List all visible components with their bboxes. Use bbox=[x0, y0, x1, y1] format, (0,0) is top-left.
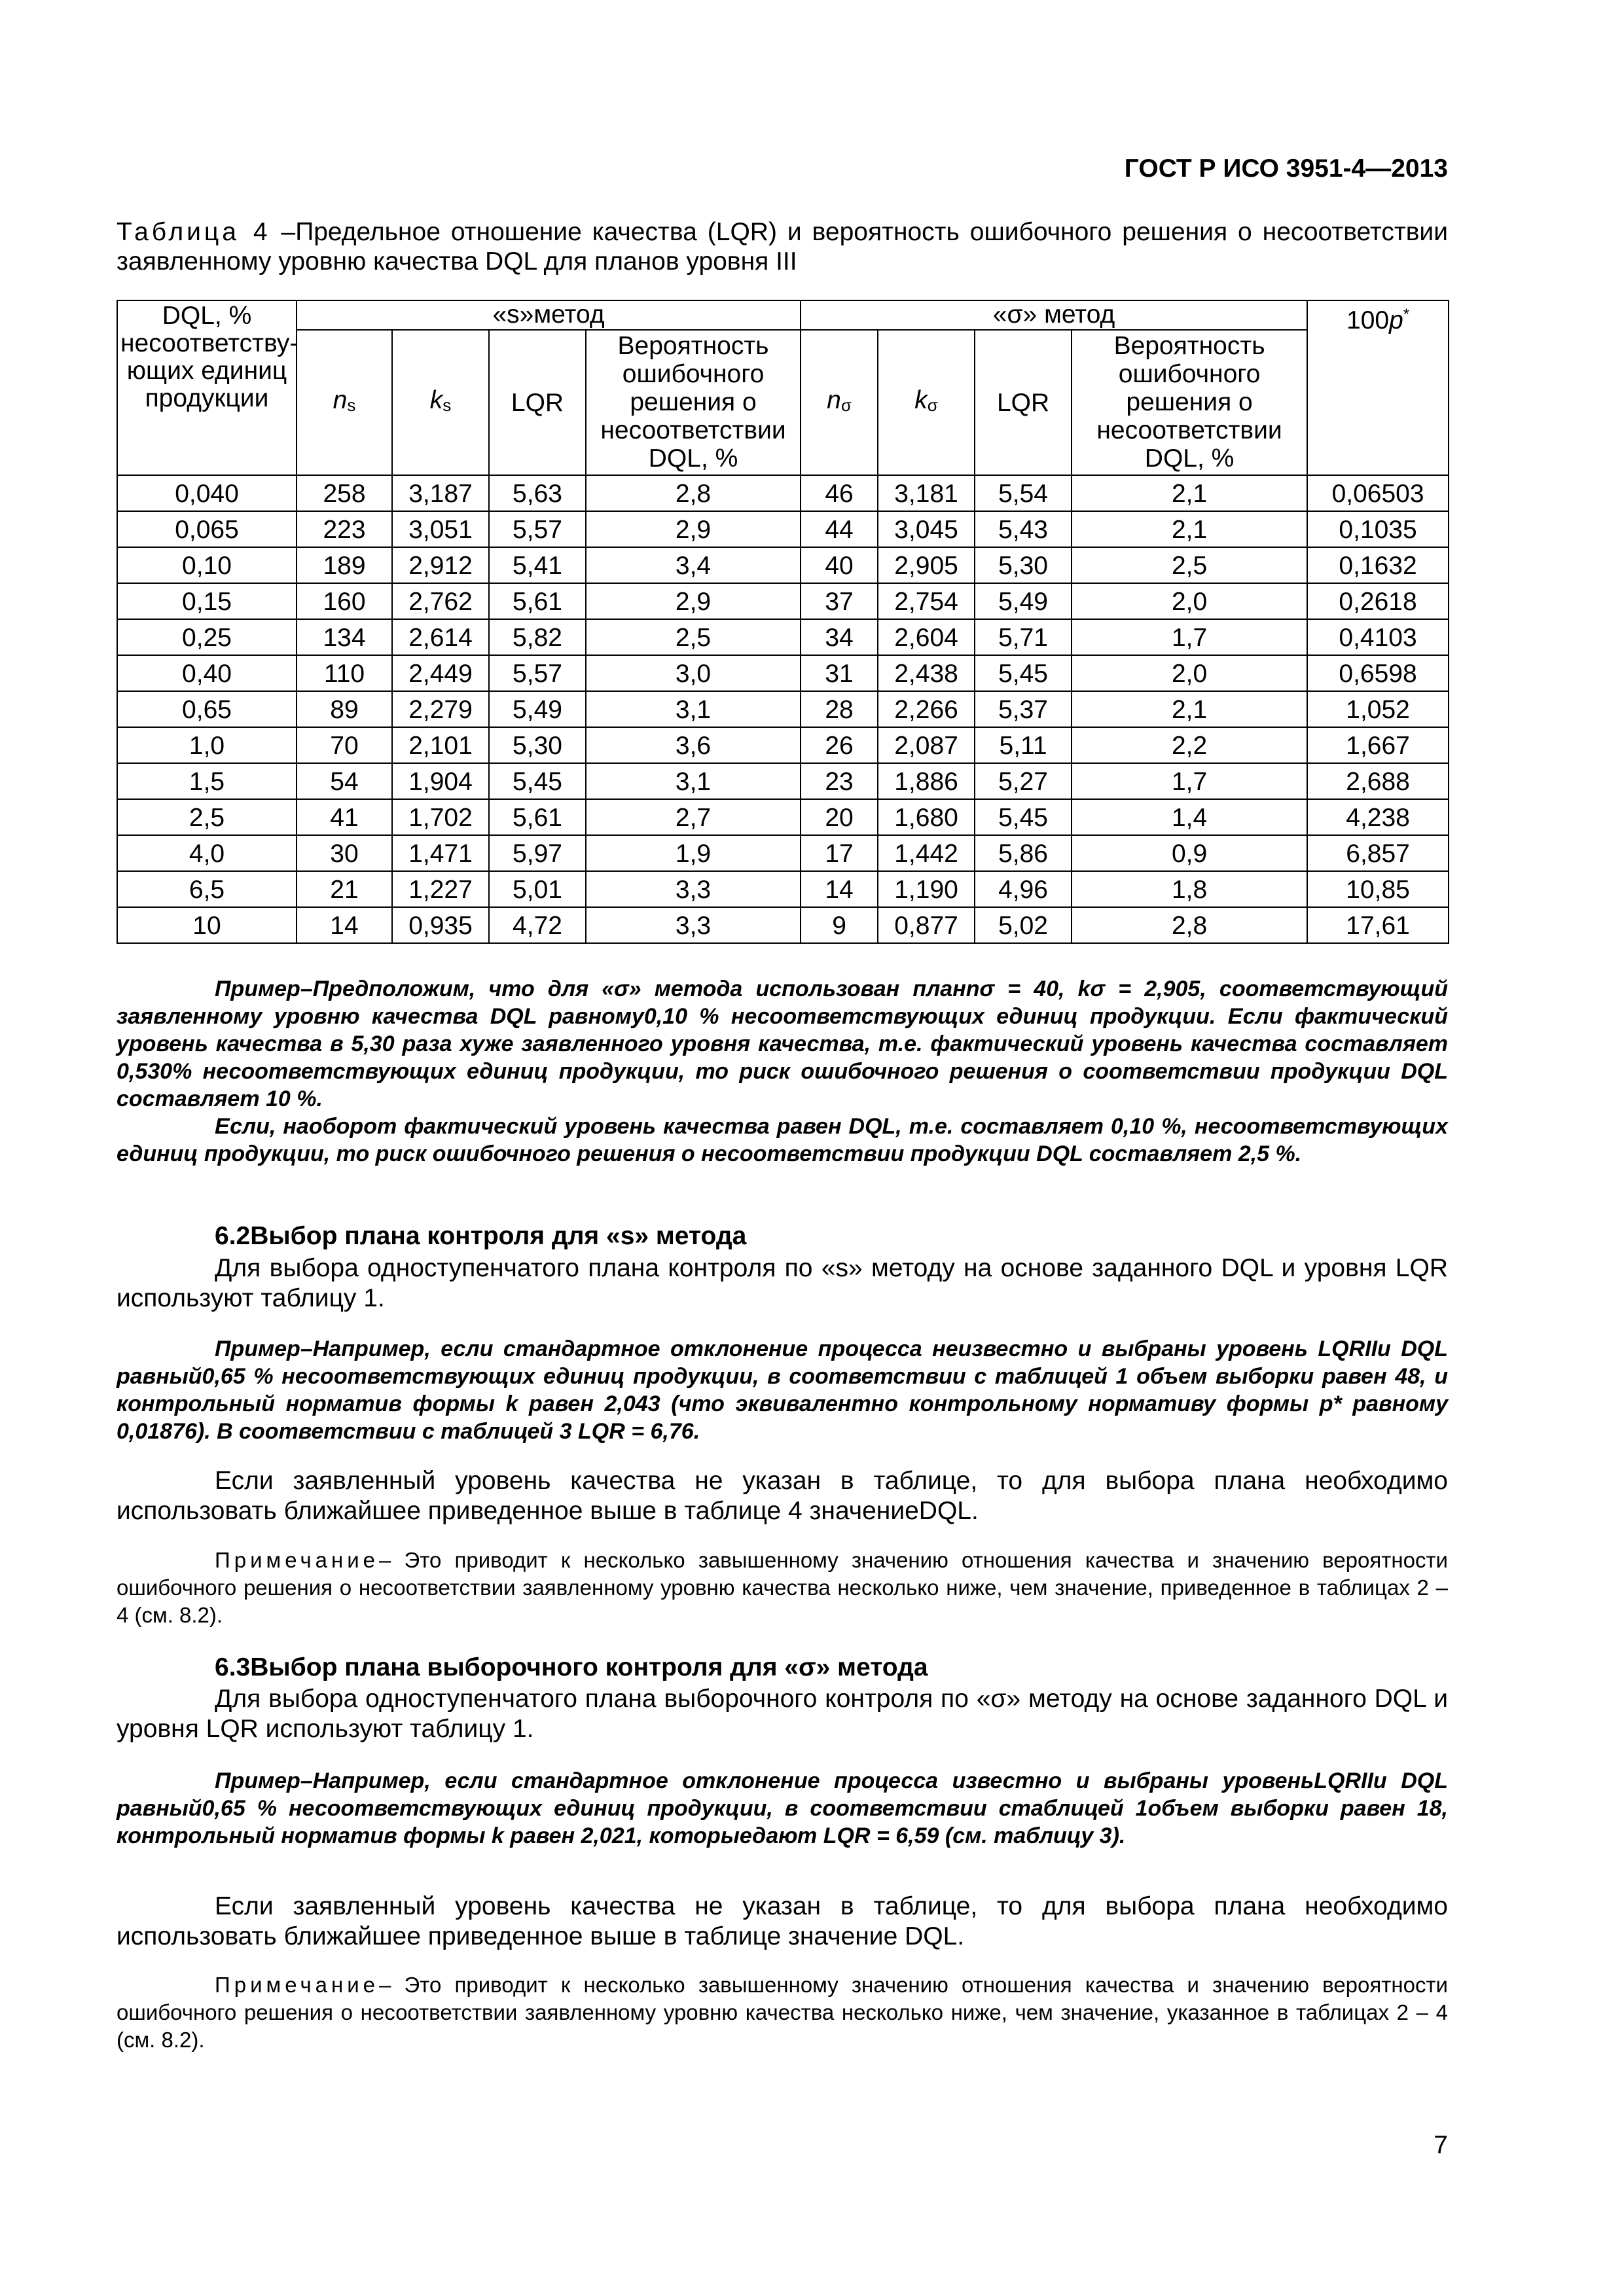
table-cell: 5,43 bbox=[975, 511, 1072, 547]
header-nsigma: nσ bbox=[801, 330, 878, 475]
section-6-3-example: Пример–Например, если стандартное отклонение процесса известно и выбраны уровеньLQRIIи DQL равный0,65 % несоответствующих единиц продукции, в соответствии стаблицей 1объем выборки равен 18, контрольный норматив формы k равен 2,021, которыедают LQR = 6,59 (см. таблицу 3). bbox=[117, 1768, 1448, 1848]
section-6-2-body-2: Если заявленный уровень качества не указан в таблице, то для выбора плана необходимо использовать ближайшее приведенное выше в таблице 4 значениеDQL. bbox=[117, 1467, 1448, 1525]
table-cell: 0,877 bbox=[878, 907, 975, 943]
table-cell: 5,11 bbox=[975, 727, 1072, 763]
table-row bbox=[117, 871, 1449, 907]
table-cell: 5,63 bbox=[489, 475, 586, 511]
header-sigma-method: «σ» метод bbox=[801, 300, 1307, 330]
table-cell: 2,754 bbox=[878, 583, 975, 619]
table-cell: 3,6 bbox=[586, 727, 801, 763]
table-cell: 2,449 bbox=[392, 655, 489, 691]
table-cell: 1,7 bbox=[1072, 763, 1307, 799]
table-cell: 17 bbox=[801, 835, 878, 871]
table-cell: 2,101 bbox=[392, 727, 489, 763]
table-cell: 1,7 bbox=[1072, 619, 1307, 655]
table-cell: 44 bbox=[801, 511, 878, 547]
table-cell: 2,0 bbox=[1072, 655, 1307, 691]
table-cell: 3,4 bbox=[586, 547, 801, 583]
table-cell: 3,3 bbox=[586, 871, 801, 907]
table-cell: 5,61 bbox=[489, 583, 586, 619]
note-label: Примечание bbox=[215, 1548, 380, 1572]
header-ns: ns bbox=[297, 330, 392, 475]
table-cell: 160 bbox=[297, 583, 392, 619]
table-cell: 0,15 bbox=[117, 583, 297, 619]
table-cell: 5,71 bbox=[975, 619, 1072, 655]
header-prob-s: Вероятность ошибочного решения о несоответствии DQL, % bbox=[586, 330, 801, 475]
table-cell: 134 bbox=[297, 619, 392, 655]
table-cell: 1,9 bbox=[586, 835, 801, 871]
table-cell: 5,49 bbox=[975, 583, 1072, 619]
table-row bbox=[117, 691, 1449, 727]
table-cell: 10,85 bbox=[1307, 871, 1449, 907]
table-cell: 5,61 bbox=[489, 799, 586, 835]
table-cell: 0,9 bbox=[1072, 835, 1307, 871]
table-caption-label: Таблица 4 bbox=[117, 218, 271, 246]
example-1-paragraph-1: Пример–Предположим, что для «σ» метода использован планnσ = 40, kσ = 2,905, соответствующий заявленному уровню качества DQL равному0,10 % несоответствующих единиц продукции. Если фактический уровень качества в 5,30 раза хуже заявленного уровня качества, т.е. фактический уровень качества составляет 0,530% несоответствующих единиц продукции, то риск ошибочного решения о соответствии продукции DQL составляет 10 %. bbox=[117, 977, 1448, 1111]
table-cell: 0,40 bbox=[117, 655, 297, 691]
table-cell: 3,181 bbox=[878, 475, 975, 511]
table-caption-text: –Предельное отношение качества (LQR) и вероятность ошибочного решения о несоответствии заявленному уровню качества DQL для планов уровня III bbox=[117, 218, 1448, 276]
table-cell: 17,61 bbox=[1307, 907, 1449, 943]
table-cell: 10 bbox=[117, 907, 297, 943]
header-ksigma: kσ bbox=[878, 330, 975, 475]
table-cell: 5,97 bbox=[489, 835, 586, 871]
table-cell: 5,82 bbox=[489, 619, 586, 655]
table-cell: 0,1035 bbox=[1307, 511, 1449, 547]
note-text: – Это приводит к несколько завышенному значению отношения качества и значению вероятности ошибочного решения о несоответствии заявленному уровню качества несколько ниже, чем значение, приведенное в таблицах 2 – 4 (см. 8.2). bbox=[117, 1548, 1448, 1627]
table-cell: 2,1 bbox=[1072, 511, 1307, 547]
section-6-3-note bbox=[117, 1971, 1448, 2054]
table-cell: 3,051 bbox=[392, 511, 489, 547]
table-cell: 20 bbox=[801, 799, 878, 835]
table-row bbox=[117, 655, 1449, 691]
table-row bbox=[117, 799, 1449, 835]
section-6-3-title: 6.3Выбор плана выборочного контроля для «σ» метода bbox=[215, 1653, 928, 1681]
table-cell: 2,0 bbox=[1072, 583, 1307, 619]
table-row bbox=[117, 763, 1449, 799]
section-6-2-title: 6.2Выбор плана контроля для «s» метода bbox=[215, 1222, 747, 1250]
note-text: – Это приводит к несколько завышенному значению отношения качества и значению вероятности ошибочного решения о несоответствии заявленному уровню качества несколько ниже, чем значение, указанное в таблицах 2 – 4 (см. 8.2). bbox=[117, 1973, 1448, 2052]
table-cell: 70 bbox=[297, 727, 392, 763]
table-cell: 2,2 bbox=[1072, 727, 1307, 763]
section-6-2-body: Для выбора одноступенчатого плана контроля по «s» методу на основе заданного DQL и уровня LQR используют таблицу 1. bbox=[117, 1254, 1448, 1312]
table-cell: 3,1 bbox=[586, 763, 801, 799]
table-cell: 6,857 bbox=[1307, 835, 1449, 871]
table-cell: 46 bbox=[801, 475, 878, 511]
example-block-1 bbox=[117, 975, 1448, 1168]
table-caption bbox=[117, 217, 1448, 276]
table-cell: 2,1 bbox=[1072, 475, 1307, 511]
table-cell: 5,30 bbox=[975, 547, 1072, 583]
table-cell: 5,01 bbox=[489, 871, 586, 907]
table-cell: 26 bbox=[801, 727, 878, 763]
table-cell: 1,702 bbox=[392, 799, 489, 835]
table-cell: 258 bbox=[297, 475, 392, 511]
table-cell: 2,5 bbox=[117, 799, 297, 835]
table-cell: 2,912 bbox=[392, 547, 489, 583]
table-cell: 1,4 bbox=[1072, 799, 1307, 835]
table-cell: 5,45 bbox=[975, 799, 1072, 835]
table-row bbox=[117, 907, 1449, 943]
table-body bbox=[117, 475, 1449, 943]
section-6-2-example: Пример–Например, если стандартное отклонение процесса неизвестно и выбраны уровень LQRIIи DQL равный0,65 % несоответствующих единиц продукции, в соответствии с таблицей 1 объем выборки равен 48, и контрольный норматив формы k равен 2,043 (что эквивалентно контрольному нормативу формы p* равному 0,01876). В соответствии с таблицей 3 LQR = 6,76. bbox=[117, 1336, 1448, 1444]
table-cell: 2,279 bbox=[392, 691, 489, 727]
table-cell: 34 bbox=[801, 619, 878, 655]
table-cell: 2,8 bbox=[586, 475, 801, 511]
table-cell: 1,0 bbox=[117, 727, 297, 763]
section-6-2-note bbox=[117, 1547, 1448, 1629]
table-cell: 23 bbox=[801, 763, 878, 799]
table-cell: 1,052 bbox=[1307, 691, 1449, 727]
table-cell: 1,471 bbox=[392, 835, 489, 871]
table-cell: 54 bbox=[297, 763, 392, 799]
table-cell: 5,45 bbox=[489, 763, 586, 799]
header-prob-sigma: Вероятность ошибочного решения о несоответствии DQL, % bbox=[1072, 330, 1307, 475]
table-cell: 30 bbox=[297, 835, 392, 871]
table-cell: 5,37 bbox=[975, 691, 1072, 727]
table-cell: 14 bbox=[801, 871, 878, 907]
table-cell: 3,1 bbox=[586, 691, 801, 727]
table-cell: 110 bbox=[297, 655, 392, 691]
table-cell: 5,57 bbox=[489, 655, 586, 691]
table-cell: 14 bbox=[297, 907, 392, 943]
table-cell: 4,96 bbox=[975, 871, 1072, 907]
table-row bbox=[117, 547, 1449, 583]
table-cell: 2,8 bbox=[1072, 907, 1307, 943]
lqr-table bbox=[117, 300, 1449, 944]
table-cell: 4,238 bbox=[1307, 799, 1449, 835]
table-cell: 2,688 bbox=[1307, 763, 1449, 799]
table-cell: 2,762 bbox=[392, 583, 489, 619]
table-cell: 0,1632 bbox=[1307, 547, 1449, 583]
table-cell: 2,087 bbox=[878, 727, 975, 763]
header-s-method: «s»метод bbox=[297, 300, 801, 330]
page-number: 7 bbox=[1434, 2131, 1448, 2159]
table-cell: 9 bbox=[801, 907, 878, 943]
note-label: Примечание bbox=[215, 1973, 380, 1997]
table-cell: 1,904 bbox=[392, 763, 489, 799]
header-lqr-s: LQR bbox=[489, 330, 586, 475]
table-cell: 223 bbox=[297, 511, 392, 547]
table-cell: 37 bbox=[801, 583, 878, 619]
table-cell: 28 bbox=[801, 691, 878, 727]
table-row bbox=[117, 475, 1449, 511]
table-cell: 0,25 bbox=[117, 619, 297, 655]
table-cell: 0,4103 bbox=[1307, 619, 1449, 655]
table-cell: 89 bbox=[297, 691, 392, 727]
header-100p: 100p* bbox=[1307, 300, 1449, 475]
table-cell: 4,0 bbox=[117, 835, 297, 871]
table-cell: 1,8 bbox=[1072, 871, 1307, 907]
header-lqr-sigma: LQR bbox=[975, 330, 1072, 475]
table-cell: 5,49 bbox=[489, 691, 586, 727]
table-cell: 2,614 bbox=[392, 619, 489, 655]
table-cell: 189 bbox=[297, 547, 392, 583]
table-cell: 2,5 bbox=[1072, 547, 1307, 583]
table-cell: 2,7 bbox=[586, 799, 801, 835]
header-dql: DQL, % несоответству-ющих единиц продукции bbox=[117, 300, 297, 475]
table-cell: 5,27 bbox=[975, 763, 1072, 799]
table-cell: 5,86 bbox=[975, 835, 1072, 871]
table-cell: 6,5 bbox=[117, 871, 297, 907]
table-cell: 5,30 bbox=[489, 727, 586, 763]
table-cell: 0,65 bbox=[117, 691, 297, 727]
table-cell: 2,9 bbox=[586, 511, 801, 547]
table-cell: 1,886 bbox=[878, 763, 975, 799]
table-row bbox=[117, 727, 1449, 763]
table-cell: 0,040 bbox=[117, 475, 297, 511]
table-cell: 3,3 bbox=[586, 907, 801, 943]
table-cell: 21 bbox=[297, 871, 392, 907]
table-cell: 2,604 bbox=[878, 619, 975, 655]
table-cell: 2,9 bbox=[586, 583, 801, 619]
table-row bbox=[117, 619, 1449, 655]
section-6-3-body-2: Если заявленный уровень качества не указан в таблице, то для выбора плана необходимо использовать ближайшее приведенное выше в таблице значение DQL. bbox=[117, 1892, 1448, 1950]
table-cell: 1,190 bbox=[878, 871, 975, 907]
table-cell: 0,065 bbox=[117, 511, 297, 547]
table-cell: 5,45 bbox=[975, 655, 1072, 691]
table-cell: 3,187 bbox=[392, 475, 489, 511]
table-cell: 3,0 bbox=[586, 655, 801, 691]
table-cell: 2,5 bbox=[586, 619, 801, 655]
document-code: ГОСТ Р ИСО 3951-4—2013 bbox=[1124, 154, 1448, 183]
table-cell: 0,6598 bbox=[1307, 655, 1449, 691]
table-cell: 4,72 bbox=[489, 907, 586, 943]
table-cell: 5,02 bbox=[975, 907, 1072, 943]
example-1-paragraph-2: Если, наоборот фактический уровень качества равен DQL, т.е. составляет 0,10 %, несоответствующих единиц продукции, то риск ошибочного решения о несоответствии продукции DQL составляет 2,5 %. bbox=[117, 1114, 1448, 1166]
table-cell: 31 bbox=[801, 655, 878, 691]
table-cell: 40 bbox=[801, 547, 878, 583]
table-cell: 2,438 bbox=[878, 655, 975, 691]
table-row bbox=[117, 835, 1449, 871]
table-cell: 1,5 bbox=[117, 763, 297, 799]
table-cell: 1,227 bbox=[392, 871, 489, 907]
section-6-3-body: Для выбора одноступенчатого плана выборочного контроля по «σ» методу на основе заданного DQL и уровня LQR используют таблицу 1. bbox=[117, 1685, 1448, 1743]
table-cell: 5,54 bbox=[975, 475, 1072, 511]
table-row bbox=[117, 583, 1449, 619]
table-cell: 1,442 bbox=[878, 835, 975, 871]
table-cell: 5,41 bbox=[489, 547, 586, 583]
table-cell: 1,667 bbox=[1307, 727, 1449, 763]
table-cell: 5,57 bbox=[489, 511, 586, 547]
table-cell: 2,266 bbox=[878, 691, 975, 727]
table-row bbox=[117, 511, 1449, 547]
table-cell: 2,1 bbox=[1072, 691, 1307, 727]
table-cell: 2,905 bbox=[878, 547, 975, 583]
table-cell: 0,2618 bbox=[1307, 583, 1449, 619]
table-cell: 0,935 bbox=[392, 907, 489, 943]
table-cell: 0,10 bbox=[117, 547, 297, 583]
header-ks: ks bbox=[392, 330, 489, 475]
table-cell: 41 bbox=[297, 799, 392, 835]
table-cell: 0,06503 bbox=[1307, 475, 1449, 511]
table-cell: 3,045 bbox=[878, 511, 975, 547]
table-cell: 1,680 bbox=[878, 799, 975, 835]
